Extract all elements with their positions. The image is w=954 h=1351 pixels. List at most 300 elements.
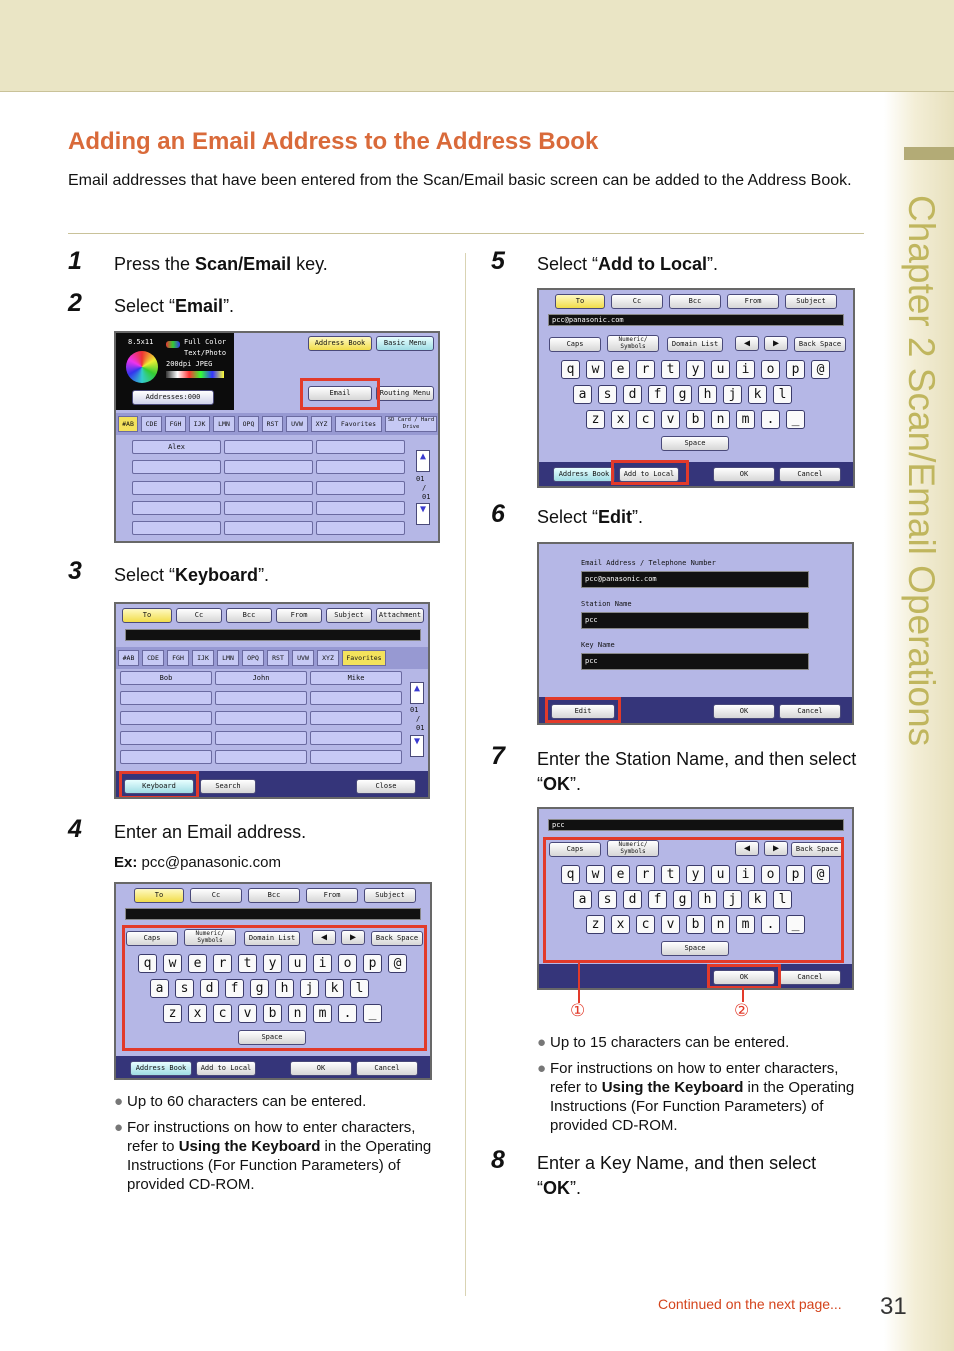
address-entry[interactable] xyxy=(310,731,402,745)
space-button[interactable]: Space xyxy=(661,941,729,956)
key-a[interactable]: a xyxy=(573,890,592,909)
key-y[interactable]: y xyxy=(263,954,282,973)
highlight-keyboard-area xyxy=(122,925,427,1051)
key-f[interactable]: f xyxy=(648,890,667,909)
key-s[interactable]: s xyxy=(598,890,617,909)
caps-button[interactable]: Caps xyxy=(549,337,601,352)
key-e[interactable]: e xyxy=(611,865,630,884)
key-q[interactable]: q xyxy=(138,954,157,973)
subject-button[interactable]: Subject xyxy=(785,294,837,309)
key-p[interactable]: p xyxy=(363,954,382,973)
key-c[interactable]: c xyxy=(636,915,655,934)
numeric-symbols-button[interactable]: Numeric/ Symbols xyxy=(607,840,659,857)
step-number: 6 xyxy=(491,500,505,528)
key-y[interactable]: y xyxy=(686,360,705,379)
routing-menu-button[interactable]: Routing Menu xyxy=(376,386,434,401)
note-item xyxy=(537,1033,860,1052)
highlight-email xyxy=(300,378,380,410)
key-i[interactable]: i xyxy=(736,865,755,884)
scroll-up-icon[interactable]: ▲ xyxy=(410,682,424,704)
address-entry[interactable] xyxy=(224,501,313,515)
tab-rst[interactable]: RST xyxy=(267,650,289,666)
key-f[interactable]: f xyxy=(225,979,244,998)
address-entry-john[interactable]: John xyxy=(215,671,307,685)
email-label: Email Address / Telephone Number xyxy=(581,559,716,567)
cc-button[interactable]: Cc xyxy=(190,888,242,903)
key-x[interactable]: x xyxy=(611,915,630,934)
key-t[interactable]: t xyxy=(238,954,257,973)
address-entry[interactable] xyxy=(132,481,221,495)
step-number: 7 xyxy=(491,742,505,770)
cc-button[interactable]: Cc xyxy=(176,608,222,623)
status-size: 8.5x11 xyxy=(128,338,154,346)
from-button[interactable]: From xyxy=(276,608,322,623)
bcc-button[interactable]: Bcc xyxy=(248,888,300,903)
numeric-symbols-button[interactable]: Numeric/ Symbols xyxy=(184,929,236,946)
key-w[interactable]: w xyxy=(163,954,182,973)
tab-ijk[interactable]: IJK xyxy=(192,650,214,666)
caps-button[interactable]: Caps xyxy=(126,931,178,946)
key-w[interactable]: w xyxy=(586,360,605,379)
address-entry[interactable] xyxy=(316,460,405,474)
caps-button[interactable]: Caps xyxy=(549,842,601,857)
key-c[interactable]: c xyxy=(213,1004,232,1023)
scroll-up-icon[interactable]: ▲ xyxy=(416,450,430,472)
address-entry[interactable] xyxy=(215,691,307,705)
step-text-post: key. xyxy=(291,254,328,274)
highlight-ok xyxy=(707,964,781,989)
tab-ijk[interactable]: IJK xyxy=(189,416,210,432)
address-entry[interactable] xyxy=(120,731,212,745)
key-l[interactable]: l xyxy=(773,890,792,909)
step-text-pre: Select “ xyxy=(537,507,599,527)
key-l[interactable]: l xyxy=(350,979,369,998)
key-r[interactable]: r xyxy=(636,865,655,884)
key-h[interactable]: h xyxy=(275,979,294,998)
key-z[interactable]: z xyxy=(586,410,605,429)
edit-button[interactable]: Edit xyxy=(551,704,615,719)
tab-opq[interactable]: OPQ xyxy=(238,416,259,432)
to-button[interactable]: To xyxy=(555,294,605,309)
step-text-post: ”. xyxy=(707,254,719,274)
key-b[interactable]: b xyxy=(686,915,705,934)
step-number: 5 xyxy=(491,247,505,275)
step-text-post: ”. xyxy=(570,1178,581,1198)
key-j[interactable]: j xyxy=(300,979,319,998)
tab-uvw[interactable]: UVW xyxy=(286,416,308,432)
page-sep: / xyxy=(422,484,427,492)
cursor-right-icon[interactable]: ▶ xyxy=(341,930,365,945)
step-text xyxy=(537,252,857,277)
status-mode: Text/Photo xyxy=(184,349,227,357)
close-button[interactable]: Close xyxy=(356,779,416,794)
key-j[interactable]: j xyxy=(723,890,742,909)
address-entry[interactable] xyxy=(224,481,313,495)
intro-text: Email addresses that have been entered from the Scan/Email basic screen can be added to the Address Book. xyxy=(68,172,852,189)
station-name-label: Station Name xyxy=(581,600,632,608)
cancel-button[interactable]: Cancel xyxy=(779,467,841,482)
numeric-symbols-button[interactable]: Numeric/ Symbols xyxy=(607,335,659,352)
address-entry[interactable] xyxy=(310,750,402,764)
step-text-bold: OK xyxy=(543,774,570,794)
key-g[interactable]: g xyxy=(673,890,692,909)
key-underscore[interactable]: _ xyxy=(786,915,805,934)
tab-cde[interactable]: CDE xyxy=(141,416,162,432)
key-i[interactable]: i xyxy=(736,360,755,379)
tab-ab[interactable]: #AB xyxy=(118,650,139,666)
address-entry[interactable] xyxy=(132,460,221,474)
note-text-post: in the Operating Instructions (For Function Parameters) of provided CD-ROM. xyxy=(127,1138,432,1193)
bullet-icon: ● xyxy=(114,1093,124,1110)
callout-line-2 xyxy=(742,988,744,1002)
back-space-button[interactable]: Back Space xyxy=(791,842,843,857)
key-p[interactable]: p xyxy=(786,360,805,379)
key-e[interactable]: e xyxy=(188,954,207,973)
key-u[interactable]: u xyxy=(711,865,730,884)
key-d[interactable]: d xyxy=(623,890,642,909)
key-x[interactable]: x xyxy=(188,1004,207,1023)
attachment-button[interactable]: Attachment xyxy=(376,608,424,623)
key-d[interactable]: d xyxy=(623,385,642,404)
step-text-bold: Email xyxy=(175,296,224,316)
cancel-button[interactable]: Cancel xyxy=(779,970,841,985)
step-number: 4 xyxy=(68,815,82,843)
key-n[interactable]: n xyxy=(711,410,730,429)
step-text xyxy=(114,294,454,319)
bcc-button[interactable]: Bcc xyxy=(226,608,272,623)
step-text-pre: Press the xyxy=(114,254,196,274)
step-number: 2 xyxy=(68,289,82,317)
example-text xyxy=(114,854,281,871)
key-a[interactable]: a xyxy=(150,979,169,998)
address-entry[interactable] xyxy=(316,501,405,515)
key-q[interactable]: q xyxy=(561,865,580,884)
ok-button[interactable]: OK xyxy=(713,704,775,719)
key-r[interactable]: r xyxy=(636,360,655,379)
step-text: Enter an Email address. xyxy=(114,822,307,842)
step-text xyxy=(537,505,857,530)
key-period[interactable]: . xyxy=(761,915,780,934)
step-text-pre: Enter the Station Name, and then select “ xyxy=(537,749,857,794)
highlight-add-to-local xyxy=(611,460,689,485)
page-total: 01 xyxy=(422,493,431,501)
key-h[interactable]: h xyxy=(698,890,717,909)
key-g[interactable]: g xyxy=(250,979,269,998)
key-s[interactable]: s xyxy=(598,385,617,404)
step-text xyxy=(114,563,454,588)
address-entry[interactable] xyxy=(120,750,212,764)
back-space-button[interactable]: Back Space xyxy=(794,337,846,352)
key-a[interactable]: a xyxy=(573,385,592,404)
tab-cde[interactable]: CDE xyxy=(142,650,164,666)
note-text-bold: Using the Keyboard xyxy=(601,1079,744,1096)
key-at[interactable]: @ xyxy=(811,360,830,379)
note-item xyxy=(537,1059,860,1135)
email-button[interactable]: Email xyxy=(308,386,372,401)
address-entry[interactable] xyxy=(310,691,402,705)
bullet-icon: ● xyxy=(114,1119,124,1136)
page-current: 01 xyxy=(416,475,425,483)
address-entry[interactable] xyxy=(215,750,307,764)
key-w[interactable]: w xyxy=(586,865,605,884)
from-button[interactable]: From xyxy=(727,294,779,309)
address-entry[interactable] xyxy=(316,481,405,495)
key-l[interactable]: l xyxy=(773,385,792,404)
screen-keyboard-add-local xyxy=(537,288,855,488)
cursor-left-icon[interactable]: ◀ xyxy=(735,336,759,351)
page-total: 01 xyxy=(416,724,425,732)
step-number: 8 xyxy=(491,1146,505,1174)
tab-rst[interactable]: RST xyxy=(262,416,283,432)
key-t[interactable]: t xyxy=(661,865,680,884)
chapter-label xyxy=(902,195,942,795)
from-button[interactable]: From xyxy=(306,888,358,903)
key-o[interactable]: o xyxy=(761,865,780,884)
highlight-edit xyxy=(545,697,621,723)
address-book-button[interactable]: Address Book xyxy=(130,1061,192,1076)
subject-button[interactable]: Subject xyxy=(326,608,372,623)
email-input[interactable] xyxy=(125,908,421,920)
highlight-keyboard-area xyxy=(543,837,844,963)
domain-list-button[interactable]: Domain List xyxy=(667,337,723,352)
step-text-pre: Select “ xyxy=(114,296,176,316)
callout-2: ② xyxy=(734,1001,750,1020)
color-wheel-icon xyxy=(126,351,158,383)
key-m[interactable]: m xyxy=(736,410,755,429)
step-text-bold: Keyboard xyxy=(175,565,259,585)
tab-lmn[interactable]: LMN xyxy=(217,650,239,666)
key-period[interactable]: . xyxy=(761,410,780,429)
status-resolution: 200dpi JPEG xyxy=(166,360,213,368)
section-title: Adding an Email Address to the Address Book xyxy=(68,128,599,155)
to-button[interactable]: To xyxy=(134,888,184,903)
search-button[interactable]: Search xyxy=(200,779,256,794)
key-b[interactable]: b xyxy=(686,410,705,429)
key-n[interactable]: n xyxy=(288,1004,307,1023)
bullet-icon: ● xyxy=(537,1034,547,1051)
key-underscore[interactable]: _ xyxy=(786,410,805,429)
column-divider xyxy=(465,253,466,1296)
tab-favorites[interactable]: Favorites xyxy=(335,416,382,432)
tab-xyz[interactable]: XYZ xyxy=(311,416,332,432)
address-entry[interactable] xyxy=(224,521,313,535)
key-v[interactable]: v xyxy=(661,410,680,429)
scroll-down-icon[interactable]: ▼ xyxy=(410,735,424,757)
address-entry[interactable] xyxy=(224,460,313,474)
note-item xyxy=(114,1118,447,1194)
status-color: Full Color xyxy=(184,338,227,346)
step-text-bold: Add to Local xyxy=(598,254,708,274)
address-entry[interactable] xyxy=(310,711,402,725)
step-text-bold: Scan/Email xyxy=(195,254,292,274)
screen-keyboard-station xyxy=(537,807,854,990)
chapter-text: Chapter 2 Scan/Email Operations xyxy=(901,195,942,747)
key-u[interactable]: u xyxy=(711,360,730,379)
cursor-right-icon[interactable]: ▶ xyxy=(764,841,788,856)
to-button[interactable]: To xyxy=(122,608,172,623)
step-number: 3 xyxy=(68,557,82,585)
address-book-button[interactable]: Address Book xyxy=(553,467,615,482)
key-at[interactable]: @ xyxy=(811,865,830,884)
domain-list-button[interactable]: Domain List xyxy=(244,931,300,946)
highlight-keyboard xyxy=(119,771,199,799)
key-c[interactable]: c xyxy=(636,410,655,429)
address-entry[interactable] xyxy=(215,711,307,725)
note-item xyxy=(114,1092,447,1111)
cursor-left-icon[interactable]: ◀ xyxy=(735,841,759,856)
key-n[interactable]: n xyxy=(711,915,730,934)
key-i[interactable]: i xyxy=(313,954,332,973)
add-to-local-button[interactable]: Add to Local xyxy=(196,1061,256,1076)
color-icon xyxy=(166,341,180,348)
ok-button[interactable]: OK xyxy=(713,467,775,482)
tab-xyz[interactable]: XYZ xyxy=(317,650,339,666)
key-x[interactable]: x xyxy=(611,410,630,429)
key-z[interactable]: z xyxy=(586,915,605,934)
key-m[interactable]: m xyxy=(313,1004,332,1023)
key-d[interactable]: d xyxy=(200,979,219,998)
key-y[interactable]: y xyxy=(686,865,705,884)
email-input[interactable]: pcc@panasonic.com xyxy=(548,314,844,326)
step-text-post: ”. xyxy=(570,774,581,794)
email-value-field[interactable]: pcc@panasonic.com xyxy=(581,571,809,588)
station-name-field[interactable]: pcc xyxy=(581,612,809,629)
address-entry[interactable] xyxy=(120,711,212,725)
key-o[interactable]: o xyxy=(338,954,357,973)
step-text-post: ”. xyxy=(258,565,270,585)
space-button[interactable]: Space xyxy=(661,436,729,451)
step-text xyxy=(537,1151,847,1201)
note-text: Up to 15 characters can be entered. xyxy=(550,1034,790,1051)
tab-opq[interactable]: OPQ xyxy=(242,650,264,666)
key-k[interactable]: k xyxy=(748,385,767,404)
page-current: 01 xyxy=(410,706,419,714)
recipient-field[interactable] xyxy=(125,629,421,641)
key-p[interactable]: p xyxy=(786,865,805,884)
key-v[interactable]: v xyxy=(238,1004,257,1023)
note-text-bold: Using the Keyboard xyxy=(178,1138,321,1155)
key-at[interactable]: @ xyxy=(388,954,407,973)
address-entry[interactable] xyxy=(224,440,313,454)
address-entry-bob[interactable]: Bob xyxy=(120,671,212,685)
callout-line-1 xyxy=(578,963,580,1003)
key-j[interactable]: j xyxy=(723,385,742,404)
bullet-icon: ● xyxy=(537,1060,547,1077)
ok-button[interactable]: OK xyxy=(713,970,775,985)
tab-sd-card[interactable]: SD Card / Hard Drive xyxy=(385,416,437,432)
screen-edit-entry xyxy=(537,542,854,725)
address-entry[interactable] xyxy=(120,691,212,705)
continued-note: Continued on the next page... xyxy=(658,1296,842,1312)
key-f[interactable]: f xyxy=(648,385,667,404)
key-z[interactable]: z xyxy=(163,1004,182,1023)
page-number: 31 xyxy=(880,1293,907,1320)
address-book-button[interactable]: Address Book xyxy=(308,336,372,351)
tab-fgh[interactable]: FGH xyxy=(165,416,186,432)
divider xyxy=(68,233,864,234)
bcc-button[interactable]: Bcc xyxy=(669,294,721,309)
screen-keyboard-email xyxy=(114,882,432,1080)
step-number: 1 xyxy=(68,247,82,275)
step-text-pre: Select “ xyxy=(114,565,176,585)
address-entry[interactable] xyxy=(132,521,221,535)
header-band xyxy=(0,0,954,92)
key-b[interactable]: b xyxy=(263,1004,282,1023)
key-q[interactable]: q xyxy=(561,360,580,379)
address-entry[interactable] xyxy=(316,521,405,535)
station-input[interactable]: pcc xyxy=(548,819,844,831)
note-text-post: in the Operating Instructions (For Function Parameters) of provided CD-ROM. xyxy=(550,1079,855,1134)
step-text-post: ”. xyxy=(632,507,644,527)
note-text-pre: For instructions on how to enter characters, refer to xyxy=(127,1119,416,1155)
key-m[interactable]: m xyxy=(736,915,755,934)
cancel-button[interactable]: Cancel xyxy=(779,704,841,719)
key-k[interactable]: k xyxy=(325,979,344,998)
step-text xyxy=(537,747,857,797)
key-h[interactable]: h xyxy=(698,385,717,404)
tab-fgh[interactable]: FGH xyxy=(167,650,189,666)
side-tab-marker xyxy=(904,147,954,160)
step-text-bold: Edit xyxy=(598,507,633,527)
screen-scan-email-basic xyxy=(114,331,440,543)
key-s[interactable]: s xyxy=(175,979,194,998)
tab-favorites[interactable]: Favorites xyxy=(342,650,386,666)
tab-ab[interactable]: #AB xyxy=(118,416,138,432)
space-button[interactable]: Space xyxy=(238,1030,306,1045)
key-r[interactable]: r xyxy=(213,954,232,973)
address-entry[interactable]: Alex xyxy=(132,440,221,454)
subject-button[interactable]: Subject xyxy=(364,888,416,903)
address-entry[interactable] xyxy=(132,501,221,515)
back-space-button[interactable]: Back Space xyxy=(371,931,423,946)
basic-menu-button[interactable]: Basic Menu xyxy=(376,336,434,351)
key-k[interactable]: k xyxy=(748,890,767,909)
step-text-post: ”. xyxy=(223,296,235,316)
step-text-bold: OK xyxy=(543,1178,570,1198)
key-u[interactable]: u xyxy=(288,954,307,973)
step-text-pre: Select “ xyxy=(537,254,599,274)
note-text-pre: For instructions on how to enter characters, refer to xyxy=(550,1060,839,1096)
add-to-local-button[interactable]: Add to Local xyxy=(619,467,679,482)
key-t[interactable]: t xyxy=(661,360,680,379)
keyboard-button[interactable]: Keyboard xyxy=(124,779,194,794)
address-entry-mike[interactable]: Mike xyxy=(310,671,402,685)
key-v[interactable]: v xyxy=(661,915,680,934)
screen-address-book xyxy=(114,602,430,799)
tab-lmn[interactable]: LMN xyxy=(213,416,235,432)
addresses-count: Addresses:000 xyxy=(132,390,214,405)
ok-button[interactable]: OK xyxy=(290,1061,352,1076)
scroll-down-icon[interactable]: ▼ xyxy=(416,503,430,525)
cancel-button[interactable]: Cancel xyxy=(356,1061,418,1076)
key-name-label: Key Name xyxy=(581,641,615,649)
key-g[interactable]: g xyxy=(673,385,692,404)
key-o[interactable]: o xyxy=(761,360,780,379)
key-underscore[interactable]: _ xyxy=(363,1004,382,1023)
cursor-right-icon[interactable]: ▶ xyxy=(764,336,788,351)
key-e[interactable]: e xyxy=(611,360,630,379)
key-name-field[interactable]: pcc xyxy=(581,653,809,670)
tab-uvw[interactable]: UVW xyxy=(292,650,314,666)
cursor-left-icon[interactable]: ◀ xyxy=(312,930,336,945)
note-text: Up to 60 characters can be entered. xyxy=(127,1093,367,1110)
example-label: Ex: xyxy=(114,854,138,871)
key-period[interactable]: . xyxy=(338,1004,357,1023)
address-entry[interactable] xyxy=(316,440,405,454)
cc-button[interactable]: Cc xyxy=(611,294,663,309)
address-entry[interactable] xyxy=(215,731,307,745)
page-sep: / xyxy=(416,715,421,723)
